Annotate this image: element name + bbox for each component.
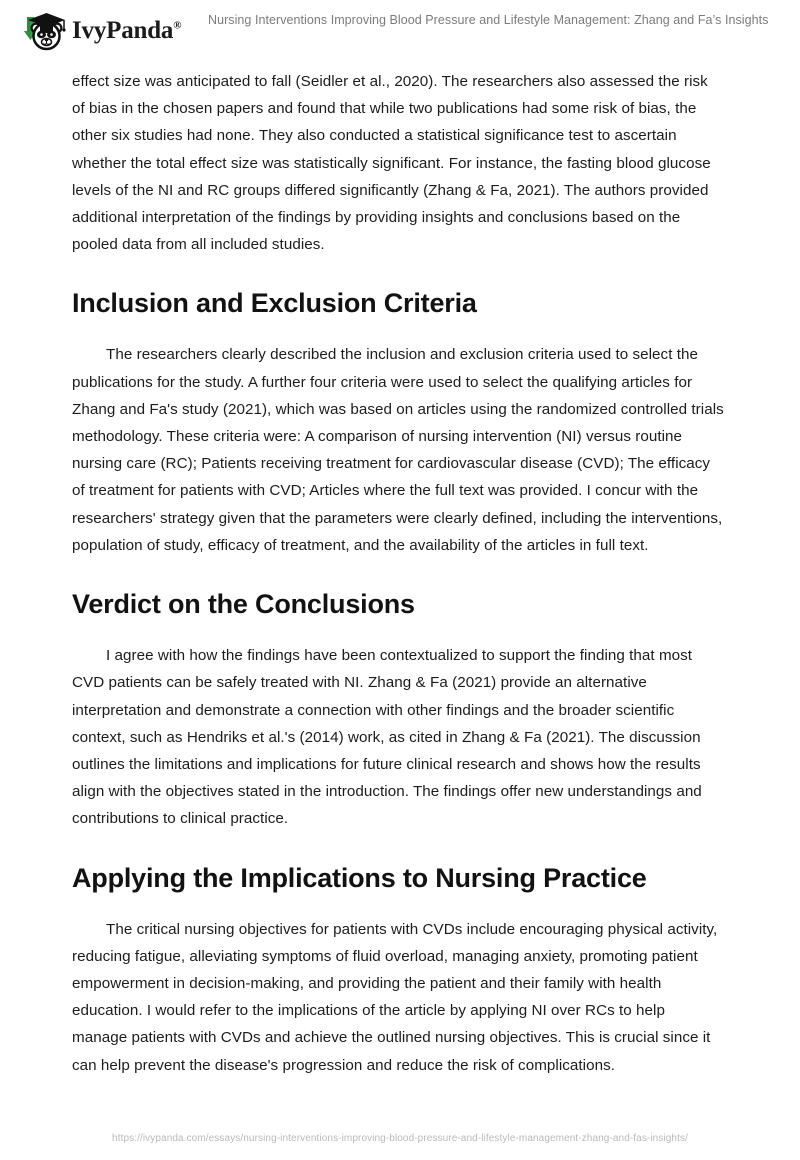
brand-logo[interactable] <box>14 6 181 54</box>
page-header <box>0 0 800 60</box>
spacer <box>72 319 724 341</box>
heading-verdict-on-conclusions: Verdict on the Conclusions <box>72 589 415 620</box>
heading-inclusion-exclusion-criteria: Inclusion and Exclusion Criteria <box>72 288 477 319</box>
document-title: Nursing Interventions Improving Blood Pressure and Lifestyle Management: Zhang and Fa’s Insights <box>208 13 769 27</box>
spacer <box>72 258 724 288</box>
spacer <box>72 559 724 589</box>
spacer <box>72 833 724 863</box>
paragraph-inclusion-exclusion: The researchers clearly described the inclusion and exclusion criteria used to select the publications for the study. A further four criteria were used to select the qualifying articles for Zhang and Fa's study (2021), which was based on articles using the randomized controlled trials methodology. These criteria were: A comparison of nursing intervention (NI) versus routine nursing care (RC); Patients receiving treatment for cardiovascular disease (CVD); The efficacy of treatment for patients with CVD; Articles where the full text was provided. I concur with the researchers' strategy given that the parameters were clearly defined, including the interventions, population of study, efficacy of treatment, and the availability of the articles in full text. <box>72 346 724 554</box>
document-content <box>72 68 724 1079</box>
paragraph-applying-implications: The critical nursing objectives for patients with CVDs include encouraging physical activity, reducing fatigue, alleviating symptoms of fluid overload, managing anxiety, promoting patient empowerment in decision-making, and providing the patient and their family with health education. I would refer to the implications of the article by applying NI over RCs to help manage patients with CVDs and achieve the outlined nursing objectives. This is crucial since it can help prevent the disease's progression and reduce the risk of complications. <box>72 920 718 1074</box>
source-url-link[interactable]: https://ivypanda.com/essays/nursing-interventions-improving-blood-pressure-and-lifestyle-management-zhang-and-fas-insights/ <box>112 1133 688 1144</box>
page-footer <box>0 1128 800 1146</box>
paragraph-verdict: I agree with how the findings have been contextualized to support the finding that most CVD patients can be safely treated with NI. Zhang & Fa (2021) provide an alternative interpretation and demonstrate a connection with other findings and the broader scientific context, such as Hendriks et al.'s (2014) work, as cited in Zhang & Fa (2021). The discussion outlines the limitations and implications for future clinical research and shows how the results align with the objectives stated in the introduction. The findings offer new understandings and contributions to clinical practice. <box>72 647 702 828</box>
brand-name <box>72 18 181 43</box>
spacer <box>72 620 724 642</box>
spacer <box>72 894 724 916</box>
brand-name-text: IvyPanda <box>72 16 174 44</box>
panda-graduate-logo-icon <box>14 7 66 53</box>
registered-mark: ® <box>173 19 182 32</box>
paragraph-continued: effect size was anticipated to fall (Seidler et al., 2020). The researchers also assessed the risk of bias in the chosen papers and found that while two publications had some risk of bias, the other six studies had none. They also conducted a statistical significance test to ascertain whether the total effect size was statistically significant. For instance, the fasting blood glucose levels of the NI and RC groups differed significantly (Zhang & Fa, 2021). The authors provided additional interpretation of the findings by providing insights and conclusions based on the pooled data from all included studies. <box>72 73 711 254</box>
heading-applying-implications: Applying the Implications to Nursing Practice <box>72 862 647 893</box>
